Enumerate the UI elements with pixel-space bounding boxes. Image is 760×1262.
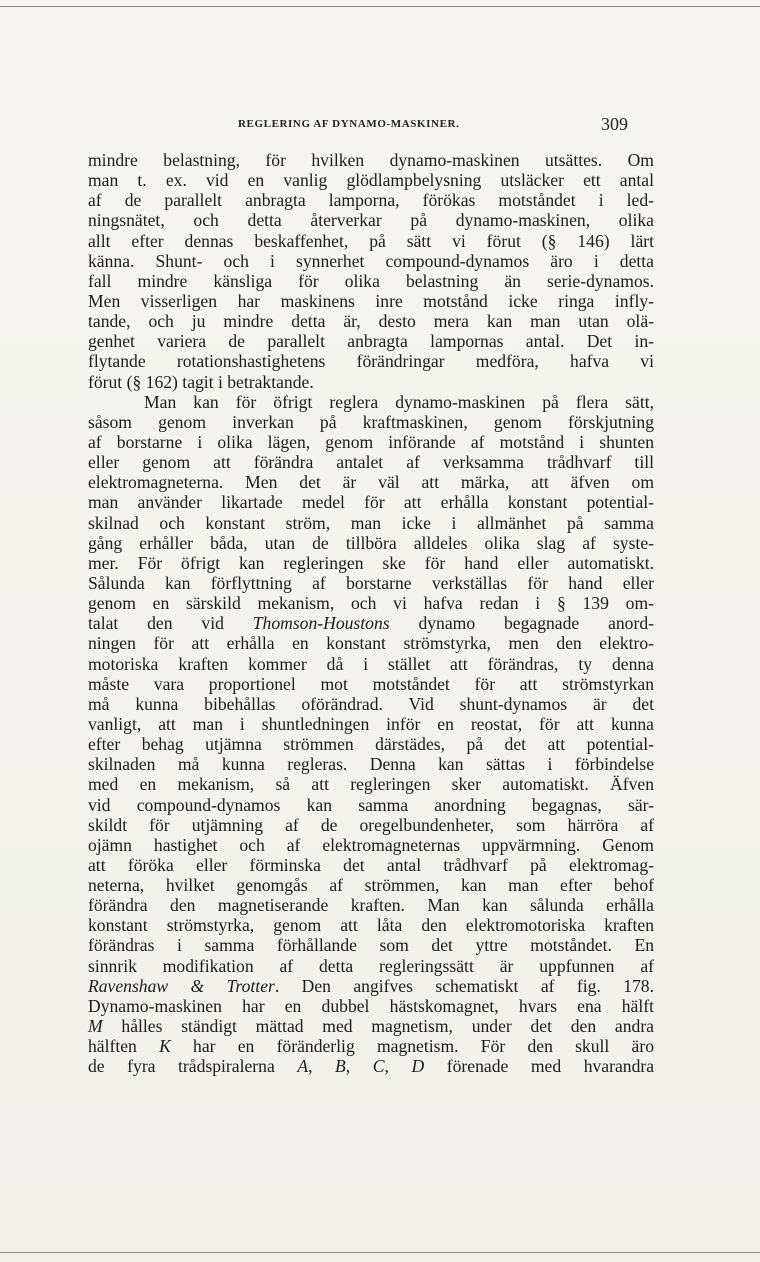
body-text	[88, 150, 654, 1097]
text-line: man t. ex. vid en vanlig glödlampbelysning utsläcker ett antal	[88, 170, 654, 191]
text-line: genhet variera de parallelt anbragta lampornas antal. Det in-	[88, 331, 654, 352]
top-edge-rule	[0, 6, 760, 7]
text-line: Dynamo-maskinen har en dubbel hästskomagnet, hvars ena hälft	[88, 995, 654, 1016]
text-line: förändra den magnetiserande kraften. Man kan sålunda erhålla	[88, 895, 654, 916]
text-line: Man kan för öfrigt reglera dynamo-maskinen på flera sätt,	[144, 391, 654, 412]
text-line: vid compound-dynamos kan samma anordning begagnas, sär-	[88, 794, 654, 815]
text-line: tande, och ju mindre detta är, desto mera kan man utan olä-	[88, 311, 654, 332]
text-line: mer. För öfrigt kan regleringen ske för hand eller automatiskt.	[88, 552, 654, 573]
text-line: måste vara proportionel mot motståndet för att strömstyrkan	[88, 673, 654, 694]
text-line: mindre belastning, för hvilken dynamo-maskinen utsättes. Om	[88, 150, 654, 170]
text-line: af borstarne i olika lägen, genom införande af motstånd i shunten	[88, 431, 654, 452]
text-line: fall mindre känsliga för olika belastning än serie-dynamos.	[88, 270, 654, 291]
bottom-edge-rule	[0, 1252, 760, 1253]
page-number: 309	[601, 114, 628, 134]
text-line: elektromagneterna. Men det är väl att märka, att äfven om	[88, 472, 654, 493]
text-line: gång erhåller båda, utan de tillböra alldeles olika slag af syste-	[88, 532, 654, 553]
text-line: såsom genom inverkan på kraftmaskinen, genom förskjutning	[88, 411, 654, 432]
text-line: hälften K har en föränderlig magnetism. För den skull äro	[88, 1036, 654, 1057]
text-line: förut (§ 162) tagit i betraktande.	[88, 371, 314, 392]
text-line: neterna, hvilket genomgås af strömmen, kan man efter behof	[88, 875, 654, 896]
text-line: sinnrik modifikation af detta regleringssätt är uppfunnen af	[88, 955, 654, 976]
text-line: efter behag utjämna strömmen därstädes, på det att potential-	[88, 734, 654, 755]
text-line: ningen för att erhålla en konstant strömstyrka, men den elektro-	[88, 633, 654, 654]
text-line: ningsnätet, och detta återverkar på dynamo-maskinen, olika	[88, 210, 654, 231]
text-line: allt efter dennas beskaffenhet, på sätt vi förut (§ 146) lärt	[88, 230, 654, 251]
text-line: känna. Shunt- och i synnerhet compound-dynamos äro i detta	[88, 250, 654, 271]
text-line: eller genom att förändra antalet af verksamma trådhvarf till	[88, 452, 654, 473]
text-line: Men visserligen har maskinens inre motstånd icke ringa infly-	[88, 290, 654, 311]
text-line	[88, 1076, 654, 1096]
text-line: de fyra trådspiralerna A, B, C, D förenade med hvarandra	[88, 1056, 655, 1077]
text-line: förändras i samma förhållande som det yttre motståndet. En	[88, 935, 654, 956]
text-line: Ravenshaw & Trotter. Den angifves schematiskt af fig. 178.	[88, 975, 655, 996]
text-line: motoriska kraften kommer då i stället att förändras, ty denna	[88, 653, 654, 674]
text-line: att föröka eller förminska det antal trådhvarf på elektromag-	[88, 854, 654, 875]
text-line: ojämn hastighet och af elektromagneternas uppvärmning. Genom	[88, 834, 654, 855]
text-line: genom en särskild mekanism, och vi hafva redan i § 139 om-	[88, 593, 654, 614]
running-head: REGLERING AF DYNAMO-MASKINER.	[238, 118, 460, 130]
text-line: talat den vid Thomson-Houstons dynamo begagnade anord-	[88, 613, 654, 634]
text-line: konstant strömstyrka, genom att låta den elektromotoriska kraften	[88, 915, 654, 936]
text-line: M hålles ständigt mättad med magnetism, under det den andra	[88, 1016, 654, 1037]
text-line: man använder likartade medel för att erhålla konstant potential-	[88, 492, 654, 513]
text-line: med en mekanism, så att regleringen sker automatiskt. Äfven	[88, 774, 654, 795]
text-line: Sålunda kan förflyttning af borstarne verkställas för hand eller	[88, 572, 654, 593]
text-line: skilnad och konstant ström, man icke i allmänhet på samma	[88, 512, 654, 533]
text-line: må kunna bibehållas oförändrad. Vid shunt-dynamos är det	[88, 693, 654, 714]
text-line: skilnaden må kunna regleras. Denna kan sättas i förbindelse	[88, 754, 654, 775]
text-line: vanligt, att man i shuntledningen inför en reostat, för att kunna	[88, 713, 654, 734]
text-line: flytande rotationshastighetens förändringar medföra, hafva vi	[88, 351, 654, 372]
text-line: skildt för utjämning af de oregelbundenheter, som härröra af	[88, 814, 654, 835]
text-line: af de parallelt anbragta lamporna, förökas motståndet i led-	[88, 190, 654, 211]
